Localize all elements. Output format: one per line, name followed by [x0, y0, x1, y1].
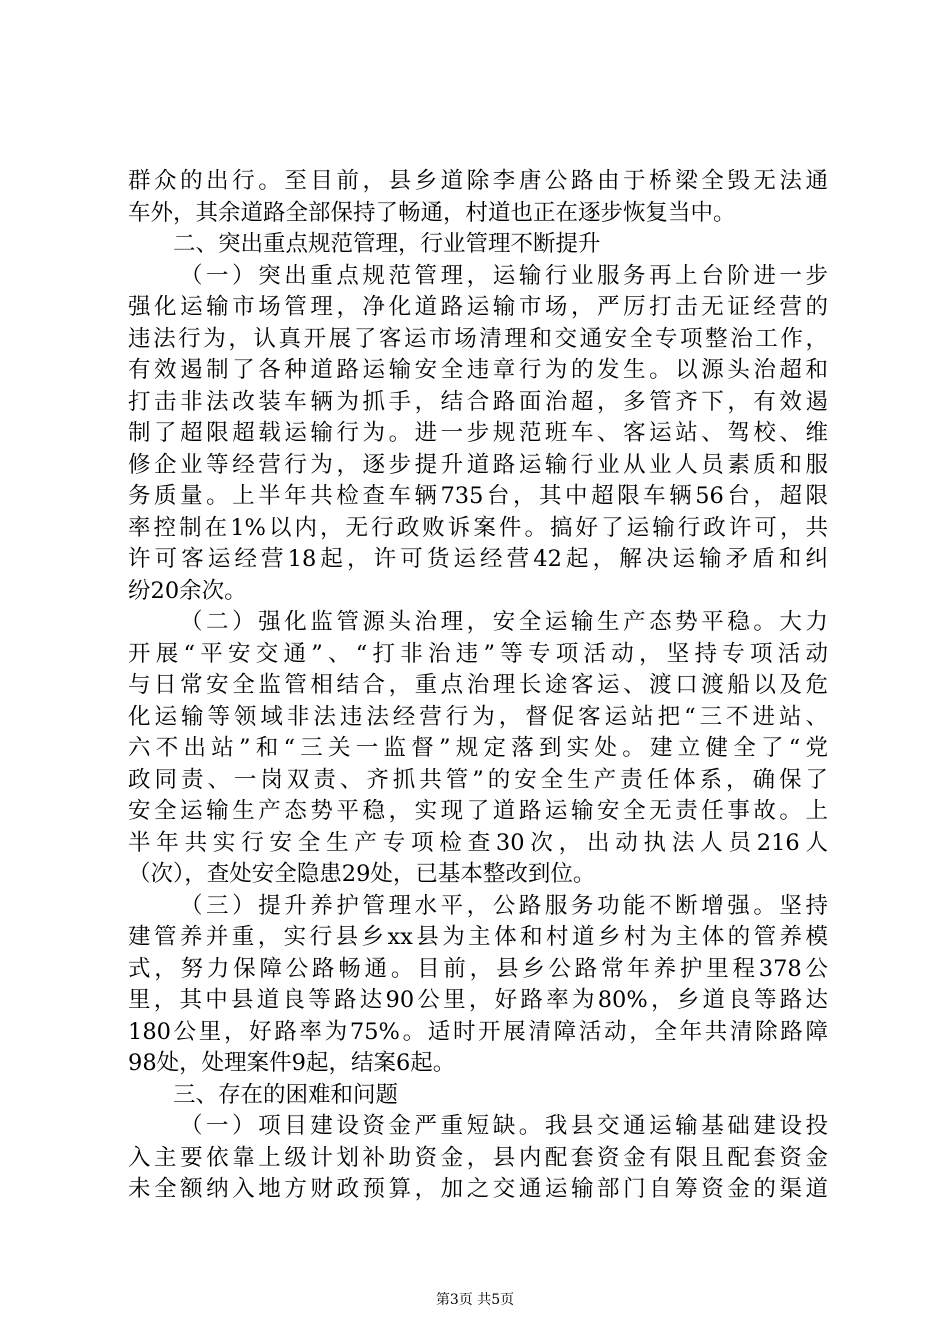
text-line: 与日常安全监管相结合，重点治理长途客运、渡口渡船以及危	[128, 672, 828, 698]
text-line: 制了超限超载运输行为。进一步规范班车、客运站、驾校、维	[128, 420, 828, 446]
text-line: （一）突出重点规范管理，运输行业服务再上台阶进一步	[180, 262, 828, 289]
text-line: 半年共实行安全生产专项检查30次，出动执法人员216人	[128, 829, 828, 856]
text-line: 政同责、一岗双责、齐抓共管”的安全生产责任体系，确保了	[128, 766, 828, 793]
text-line: （二）强化监管源头治理，安全运输生产态势平稳。大力	[180, 609, 828, 635]
text-line: 群众的出行。至目前，县乡道除李唐公路由于桥梁全毁无法通	[128, 168, 828, 194]
text-line: 修企业等经营行为，逐步提升道路运输行业从业人员素质和服	[128, 451, 828, 478]
text-line: 开展“平安交通”、“打非治违”等专项活动，坚持专项活动	[128, 640, 828, 667]
document-body	[128, 166, 828, 1206]
text-line: 打击非法改装车辆为抓手，结合路面治超，多管齐下，有效遏	[128, 388, 828, 415]
text-line: （三）提升养护管理水平，公路服务功能不断增强。坚持	[180, 892, 828, 919]
page-footer: 第3页 共5页	[435, 1292, 515, 1308]
text-line: 三、存在的困难和问题	[173, 1081, 399, 1108]
text-line: 违法行为，认真开展了客运市场清理和交通安全专项整治工作，	[128, 325, 828, 352]
text-line: 98处，处理案件9起，结案6起。	[128, 1050, 456, 1076]
text-line: 未全额纳入地方财政预算，加之交通运输部门自筹资金的渠道	[128, 1176, 828, 1202]
text-line: 180公里，好路率为75%。适时开展清障活动，全年共清除路障	[128, 1018, 828, 1045]
text-line: 里，其中县道良等路达90公里，好路率为80%，乡道良等路达	[128, 987, 828, 1013]
text-line: 安全运输生产态势平稳，实现了道路运输安全无责任事故。上	[128, 798, 828, 824]
text-line: 纷20余次。	[128, 577, 247, 604]
text-line: （一）项目建设资金严重短缺。我县交通运输基础建设投	[180, 1113, 828, 1139]
text-line: 化运输等领域非法违法经营行为，督促客运站把“三不进站、	[128, 703, 828, 730]
text-line: 许可客运经营18起，许可货运经营42起，解决运输矛盾和纠	[128, 546, 828, 572]
text-line: 六不出站”和“三关一监督”规定落到实处。建立健全了“党	[128, 735, 828, 761]
text-line: （次），查处安全隐患29处，已基本整改到位。	[128, 861, 596, 887]
text-line: 二、突出重点规范管理，行业管理不断提升	[173, 231, 601, 257]
text-line: 建管养并重，实行县乡xx县为主体和村道乡村为主体的管养模	[128, 924, 828, 950]
text-line: 有效遏制了各种道路运输安全违章行为的发生。以源头治超和	[128, 357, 828, 383]
text-line: 入主要依靠上级计划补助资金，县内配套资金有限且配套资金	[128, 1144, 828, 1171]
text-line: 务质量。上半年共检查车辆735台，其中超限车辆56台，超限	[128, 483, 828, 509]
text-line: 率控制在1%以内，无行政败诉案件。搞好了运输行政许可，共	[128, 514, 828, 541]
text-line: 车外，其余道路全部保持了畅通，村道也正在逐步恢复当中。	[128, 199, 736, 226]
text-line: 强化运输市场管理，净化道路运输市场，严厉打击无证经营的	[128, 294, 828, 320]
text-line: 式，努力保障公路畅通。目前，县乡公路常年养护里程378公	[128, 955, 828, 982]
